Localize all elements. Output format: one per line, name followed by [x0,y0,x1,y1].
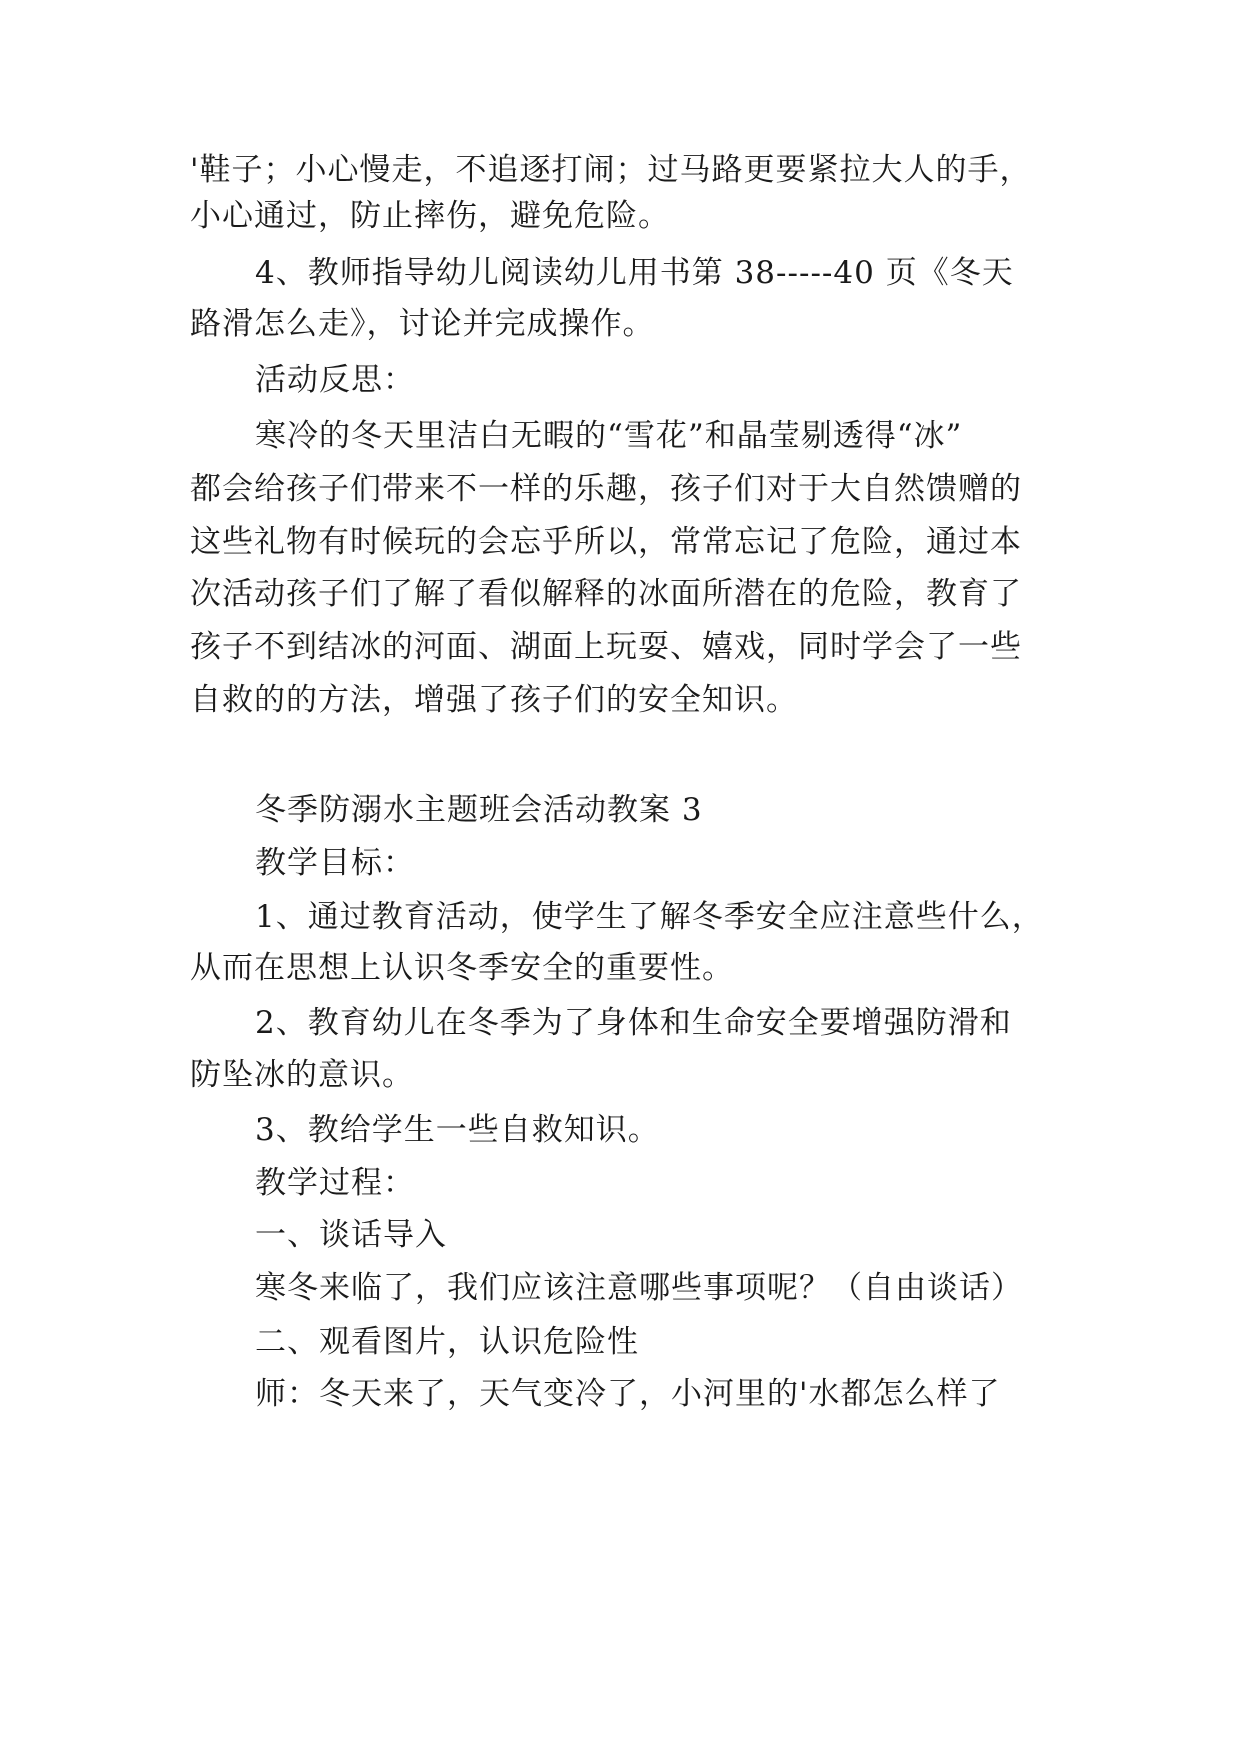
list-item: 1、通过教育活动，使学生了解冬季安全应注意些什么， [255,899,1044,935]
list-item: 2、教育幼儿在冬季为了身体和生命安全要增强防滑和 [255,1005,1012,1041]
text-line: '鞋子；小心慢走，不追逐打闹；过马路更要紧拉大人的手， [190,152,1032,188]
paragraph-line: 孩子不到结冰的河面、湖面上玩耍、嬉戏，同时学会了一些 [190,629,1022,665]
list-item: 4、教师指导幼儿阅读幼儿用书第 38-----40 页《冬天 [255,255,1014,291]
paragraph-line: 寒冷的冬天里洁白无暇的“雪花”和晶莹剔透得“冰” [255,418,963,454]
text-line: 防坠冰的意识。 [190,1057,414,1093]
step-heading: 一、谈话导入 [255,1217,447,1253]
text-line: 路滑怎么走》，讨论并完成操作。 [190,306,655,342]
paragraph-line: 师：冬天来了，天气变冷了，小河里的'水都怎么样了 [255,1376,1001,1412]
step-heading: 二、观看图片，认识危险性 [255,1324,639,1360]
section-heading: 教学目标： [255,845,415,881]
paragraph-line: 都会给孩子们带来不一样的乐趣，孩子们对于大自然馈赠的 [190,471,1022,507]
text-line: 小心通过，防止摔伤，避免危险。 [190,198,670,234]
section-heading: 活动反思： [255,362,415,398]
text-line: 从而在思想上认识冬季安全的重要性。 [190,950,734,986]
paragraph-line: 次活动孩子们了解了看似解释的冰面所潜在的危险，教育了 [190,576,1022,612]
paragraph-line: 这些礼物有时候玩的会忘乎所以，常常忘记了危险，通过本 [190,524,1022,560]
section-title: 冬季防溺水主题班会活动教案 3 [255,792,703,828]
list-item: 3、教给学生一些自救知识。 [255,1112,660,1148]
section-heading: 教学过程： [255,1165,415,1201]
paragraph-line: 寒冬来临了，我们应该注意哪些事项呢？（自由谈话） [255,1270,1023,1306]
paragraph-line: 自救的的方法，增强了孩子们的安全知识。 [190,682,798,718]
